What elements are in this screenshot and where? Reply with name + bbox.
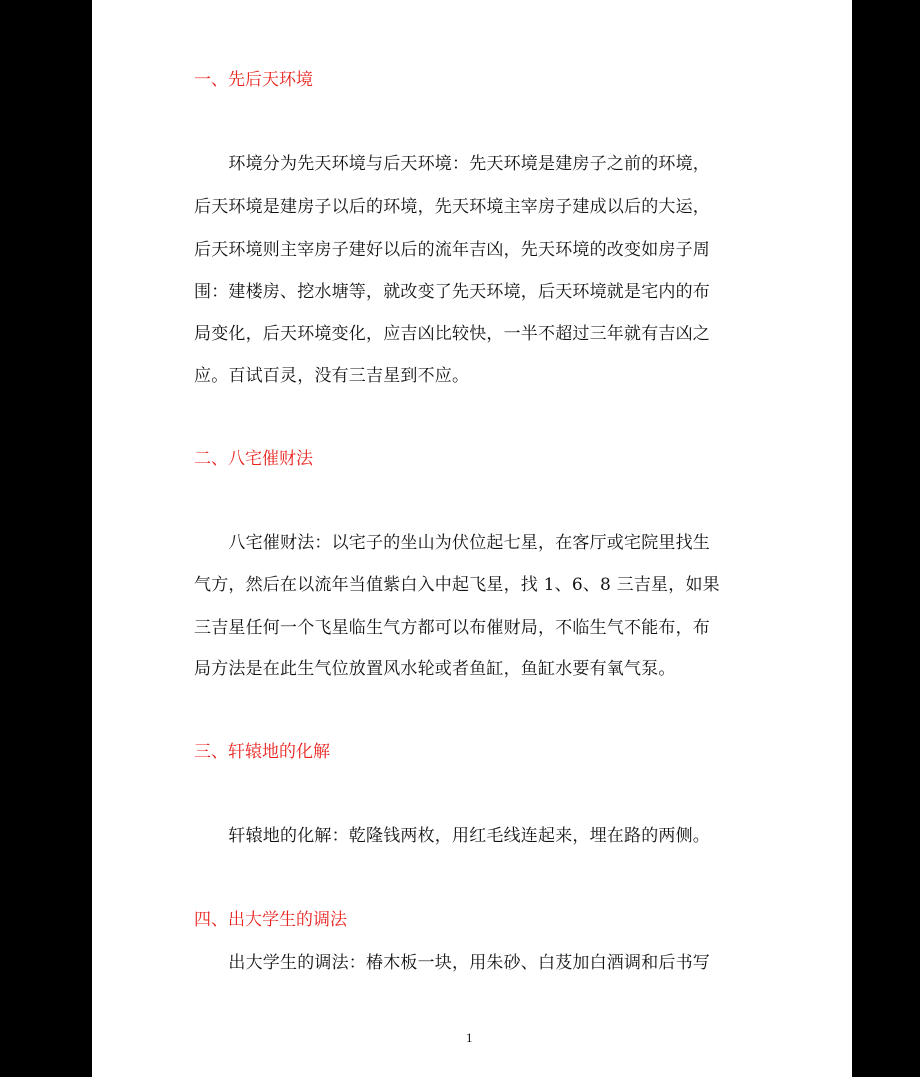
paragraph-line: 局方法是在此生气位放置风水轮或者鱼缸，鱼缸水要有氧气泵。 xyxy=(194,659,676,679)
page-number: 1 xyxy=(466,1030,473,1045)
paragraph-line: 气方，然后在以流年当值紫白入中起飞星，找 1、6、8 三吉星，如果 xyxy=(194,575,720,595)
section-heading: 三、轩辕地的化解 xyxy=(194,742,330,762)
section-heading: 四、出大学生的调法 xyxy=(194,910,347,930)
paragraph-line: 后天环境则主宰房子建好以后的流年吉凶，先天环境的改变如房子周 xyxy=(194,240,710,260)
paragraph-line: 环境分为先天环境与后天环境：先天环境是建房子之前的环境， xyxy=(194,154,710,174)
paragraph-line: 围：建楼房、挖水塘等，就改变了先天环境，后天环境就是宅内的布 xyxy=(194,282,710,302)
paragraph-line: 后天环境是建房子以后的环境，先天环境主宰房子建成以后的大运， xyxy=(194,197,710,217)
paragraph-line: 轩辕地的化解：乾隆钱两枚，用红毛线连起来，埋在路的两侧。 xyxy=(194,826,710,846)
section-heading: 一、先后天环境 xyxy=(194,70,313,90)
section-heading: 二、八宅催财法 xyxy=(194,449,313,469)
paragraph-line: 八宅催财法：以宅子的坐山为伏位起七星，在客厅或宅院里找生 xyxy=(194,533,710,553)
document-page xyxy=(92,0,852,1077)
paragraph-line: 三吉星任何一个飞星临生气方都可以布催财局，不临生气不能布，布 xyxy=(194,618,710,638)
paragraph-line: 局变化，后天环境变化，应吉凶比较快，一半不超过三年就有吉凶之 xyxy=(194,324,710,344)
paragraph-line: 出大学生的调法：椿木板一块，用朱砂、白芨加白酒调和后书写 xyxy=(194,953,710,973)
paragraph-line: 应。百试百灵，没有三吉星到不应。 xyxy=(194,366,470,386)
